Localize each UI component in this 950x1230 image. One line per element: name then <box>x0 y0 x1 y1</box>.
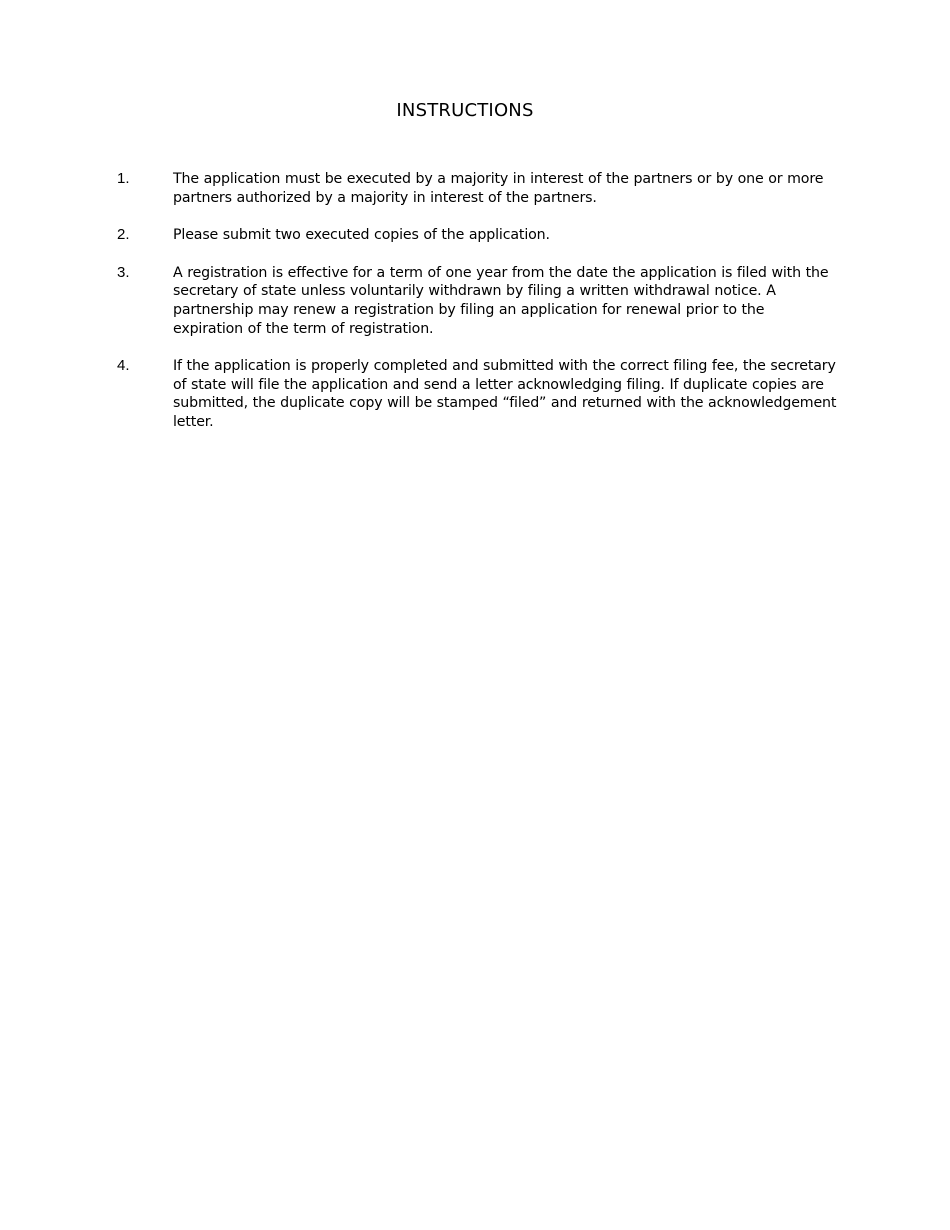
instruction-number: 3. <box>117 263 130 281</box>
instruction-number: 1. <box>117 170 130 187</box>
instruction-item <box>117 264 837 338</box>
instruction-text: Please submit two executed copies of the application. <box>173 227 550 244</box>
instruction-number: 4. <box>117 357 130 375</box>
instruction-text: A registration is effective for a term of one year from the date the application is filed with the secretary of state unless voluntarily withdrawn by filing a written withdrawal notice. A partnership may renew a registration by filing an application for renewal prior to the expiration of the term of registration. <box>173 264 829 337</box>
instruction-number: 2. <box>117 226 130 244</box>
instruction-item <box>117 226 837 245</box>
instructions-list <box>117 170 837 432</box>
instruction-text: The application must be executed by a majority in interest of the partners or by one or more partners authorized by a majority in interest of the partners. <box>173 171 824 206</box>
instruction-text: If the application is properly completed and submitted with the correct filing fee, the secretary of state will file the application and send a letter acknowledging filing. If duplicate copies are submitted, the duplicate copy will be stamped “filed” and returned with the acknowledgement letter. <box>173 358 837 430</box>
instruction-item <box>117 357 837 431</box>
instruction-item <box>117 170 837 207</box>
page-title: INSTRUCTIONS <box>396 100 534 121</box>
